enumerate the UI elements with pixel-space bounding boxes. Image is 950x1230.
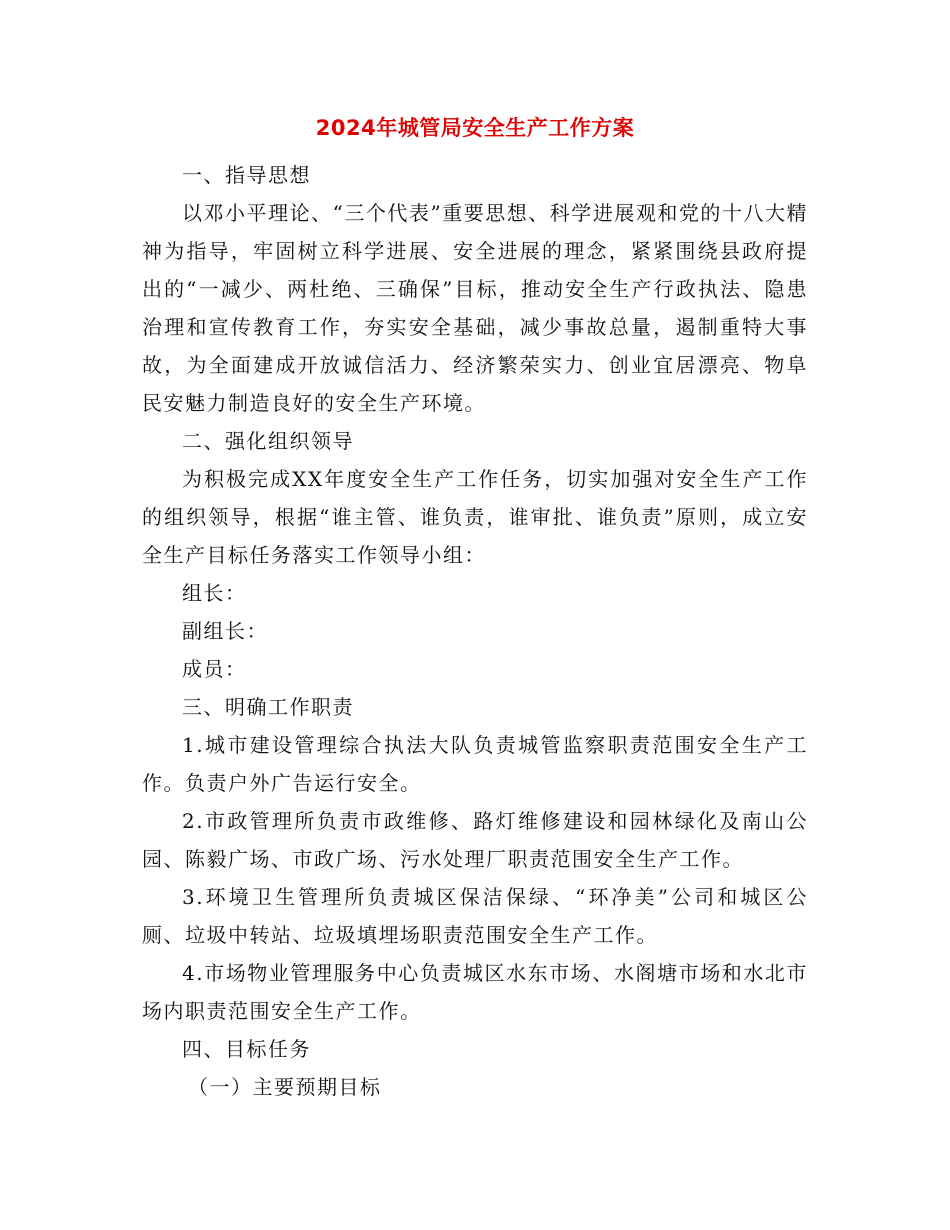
responsibility-item: 1.城市建设管理综合执法大队负责城管监察职责范围安全生产工作。负责户外广告运行安全。 [142,733,808,795]
section-heading-guiding-ideology: 一、指导思想 [182,163,311,187]
deputy-leader-line: 副组长： [182,619,268,643]
responsibility-item: 2.市政管理所负责市政维修、路灯维修建设和园林绿化及南山公园、陈毅广场、市政广场、污水处理厂职责范围安全生产工作。 [142,809,808,871]
responsibility-item: 4.市场物业管理服务中心负责城区水东市场、水阁塘市场和水北市场内职责范围安全生产工作。 [142,961,808,1023]
document-title: 2024年城管局安全生产工作方案 [315,116,635,140]
section-heading-organization: 二、强化组织领导 [182,429,354,453]
team-leader-line: 组长： [182,581,247,605]
document-body [142,156,808,1106]
paragraph-guiding-ideology: 以邓小平理论、“三个代表”重要思想、科学进展观和党的十八大精神为指导，牢固树立科学进展、安全进展的理念，紧紧围绕县政府提出的“一减少、两杜绝、三确保”目标，推动安全生产行政执法、隐患治理和宣传教育工作，夯实安全基础，减少事故总量，遏制重特大事故，为全面建成开放诚信活力、经济繁荣实力、创业宜居漂亮、物阜民安魅力制造良好的安全生产环境。 [142,201,808,415]
members-line: 成员： [182,657,247,681]
responsibility-item: 3.环境卫生管理所负责城区保洁保绿、“环净美”公司和城区公厕、垃圾中转站、垃圾填埋场职责范围安全生产工作。 [142,885,808,947]
section-heading-targets: 四、目标任务 [182,1037,311,1061]
paragraph-organization: 为积极完成XX年度安全生产工作任务，切实加强对安全生产工作的组织领导，根据“谁主管、谁负责，谁审批、谁负责”原则，成立安全生产目标任务落实工作领导小组： [142,467,808,567]
section-heading-responsibilities: 三、明确工作职责 [182,695,354,719]
subsection-heading-main-targets: （一）主要预期目标 [188,1075,382,1099]
